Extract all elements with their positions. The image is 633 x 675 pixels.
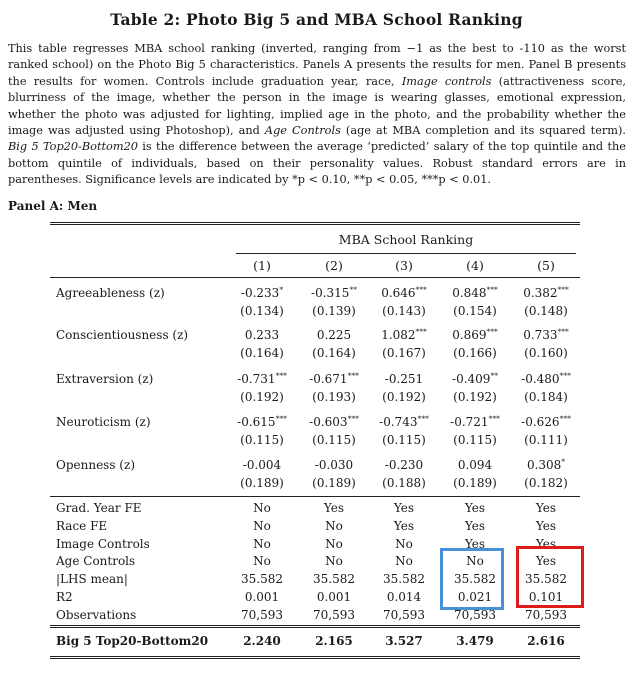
coef-cell xyxy=(510,286,582,300)
standard-error-cell: (0.115) xyxy=(312,433,356,447)
significance-stars: ** xyxy=(349,285,357,294)
summary-top-rule xyxy=(50,625,580,626)
summary-top-rule-2 xyxy=(50,627,580,628)
controls-top-rule xyxy=(50,496,580,497)
control-value: Yes xyxy=(535,501,557,515)
row-label-openness: Openness (z) xyxy=(56,458,135,472)
standard-error-cell: (0.167) xyxy=(382,346,426,360)
significance-stars: *** xyxy=(559,414,571,423)
significance-stars: *** xyxy=(488,414,500,423)
control-value: 0.001 xyxy=(244,590,280,604)
control-value: No xyxy=(253,518,271,533)
standard-error-cell: (0.192) xyxy=(240,390,284,404)
summary-label: Big 5 Top20-Bottom20 xyxy=(56,634,209,648)
coef-value: -0.004 xyxy=(242,458,282,472)
header-bottom-rule xyxy=(50,277,580,278)
column-header-2: (2) xyxy=(325,258,343,273)
significance-stars: * xyxy=(561,457,566,466)
standard-error-cell: (0.192) xyxy=(453,390,497,404)
significance-stars: *** xyxy=(415,285,427,294)
control-label: Observations xyxy=(56,607,137,622)
coef-cell xyxy=(368,286,440,300)
control-label: Grad. Year FE xyxy=(56,501,142,515)
standard-error-cell: (0.143) xyxy=(382,304,426,318)
row-label-conscientiousness: Conscientiousness (z) xyxy=(56,328,189,342)
row-label-extraversion: Extraversion (z) xyxy=(56,372,154,386)
standard-error-cell: (0.160) xyxy=(524,346,568,360)
coef-value: 1.082 xyxy=(381,328,416,342)
coef-value: -0.230 xyxy=(384,458,424,472)
control-value: 70,593 xyxy=(454,607,496,622)
control-value: No xyxy=(325,536,343,551)
control-value: 0.101 xyxy=(528,590,564,604)
significance-stars: *** xyxy=(275,414,287,423)
table-top-rule xyxy=(50,222,580,223)
column-header-4: (4) xyxy=(466,258,484,273)
coef-cell xyxy=(226,372,298,386)
standard-error-cell: (0.192) xyxy=(382,390,426,404)
coef-value: -0.233 xyxy=(240,286,280,300)
coef-value: -0.315 xyxy=(311,286,350,300)
significance-stars: *** xyxy=(486,327,498,336)
control-value: 70,593 xyxy=(383,607,425,622)
significance-stars: *** xyxy=(347,371,359,380)
significance-stars: *** xyxy=(417,414,429,423)
standard-error-cell: (0.164) xyxy=(240,346,284,360)
significance-stars: *** xyxy=(347,414,359,423)
standard-error-cell: (0.189) xyxy=(312,476,356,490)
control-value: No xyxy=(325,554,343,569)
control-value: Yes xyxy=(464,501,486,515)
standard-error-cell: (0.148) xyxy=(524,304,568,318)
standard-error-cell: (0.115) xyxy=(453,433,497,447)
coef-value: 0.733 xyxy=(523,328,558,342)
control-label: Age Controls xyxy=(56,554,136,569)
control-label: Race FE xyxy=(56,518,108,533)
coef-value: 0.848 xyxy=(452,286,487,300)
control-value: No xyxy=(253,501,271,515)
coef-cell xyxy=(439,458,511,472)
control-value: 35.582 xyxy=(454,572,496,587)
coef-cell xyxy=(226,286,298,300)
coef-value: 0.869 xyxy=(452,328,487,342)
coef-value: 0.308 xyxy=(526,458,562,472)
significance-stars: *** xyxy=(557,327,569,336)
control-value: No xyxy=(466,554,484,569)
coef-cell xyxy=(368,458,440,472)
control-value: Yes xyxy=(393,518,415,533)
control-value: Yes xyxy=(535,518,557,533)
coef-cell xyxy=(298,458,370,472)
control-value: No xyxy=(253,554,271,569)
dependent-variable-header: MBA School Ranking xyxy=(338,232,474,247)
control-value: Yes xyxy=(464,536,486,551)
significance-stars: ** xyxy=(490,371,498,380)
coef-cell xyxy=(298,415,370,429)
coef-value: 0.382 xyxy=(523,286,558,300)
coef-cell xyxy=(368,328,440,342)
control-value: 70,593 xyxy=(525,607,567,622)
standard-error-cell: (0.189) xyxy=(240,476,284,490)
control-value: 70,593 xyxy=(313,607,355,622)
significance-stars: *** xyxy=(415,327,427,336)
control-value: Yes xyxy=(393,501,415,515)
control-value: 35.582 xyxy=(525,572,567,587)
control-value: No xyxy=(395,536,413,551)
summary-value: 3.479 xyxy=(456,634,494,648)
coef-value: -0.731 xyxy=(237,372,276,386)
control-label: Image Controls xyxy=(56,536,150,551)
panel-label: Panel A: Men xyxy=(8,199,98,213)
highlight-box-blue xyxy=(440,548,504,610)
control-value: 70,593 xyxy=(241,607,283,622)
control-value: 0.001 xyxy=(316,590,352,604)
standard-error-cell: (0.164) xyxy=(312,346,356,360)
coef-value: -0.721 xyxy=(450,415,489,429)
control-value: Yes xyxy=(464,518,486,533)
standard-error-cell: (0.115) xyxy=(382,433,426,447)
coef-cell xyxy=(439,372,511,386)
table-bottom-rule-2 xyxy=(50,658,580,659)
control-value: 35.582 xyxy=(313,572,355,587)
coef-cell xyxy=(510,372,582,386)
coef-value: 0.233 xyxy=(244,328,280,342)
standard-error-cell: (0.188) xyxy=(382,476,426,490)
column-header-3: (3) xyxy=(395,258,413,273)
control-value: Yes xyxy=(323,501,345,515)
coef-cell xyxy=(439,415,511,429)
column-header-1: (1) xyxy=(253,258,271,273)
coef-value: -0.603 xyxy=(309,415,348,429)
standard-error-cell: (0.139) xyxy=(312,304,356,318)
coef-value: -0.615 xyxy=(237,415,276,429)
control-label: R2 xyxy=(56,590,73,604)
summary-value: 3.527 xyxy=(385,634,423,648)
coef-cell xyxy=(298,372,370,386)
column-header-5: (5) xyxy=(537,258,555,273)
header-underline xyxy=(236,253,576,254)
significance-stars: *** xyxy=(559,371,571,380)
coef-value: 0.094 xyxy=(457,458,493,472)
standard-error-cell: (0.111) xyxy=(524,433,568,447)
highlight-box-red xyxy=(516,546,584,608)
standard-error-cell: (0.193) xyxy=(312,390,356,404)
coef-cell xyxy=(510,328,582,342)
coef-value: -0.480 xyxy=(521,372,560,386)
control-value: No xyxy=(253,536,271,551)
coef-cell xyxy=(368,415,440,429)
standard-error-cell: (0.184) xyxy=(524,390,568,404)
coef-cell xyxy=(298,286,370,300)
control-value: 35.582 xyxy=(241,572,283,587)
row-label-agreeableness: Agreeableness (z) xyxy=(56,286,165,300)
control-value: Yes xyxy=(535,554,557,569)
coef-cell xyxy=(439,286,511,300)
coef-value: -0.251 xyxy=(384,372,424,386)
table-bottom-rule xyxy=(50,656,580,657)
coef-cell xyxy=(298,328,370,342)
significance-stars: *** xyxy=(275,371,287,380)
coef-value: -0.671 xyxy=(309,372,348,386)
significance-stars: *** xyxy=(486,285,498,294)
coef-value: -0.030 xyxy=(314,458,354,472)
coef-value: 0.225 xyxy=(316,328,352,342)
standard-error-cell: (0.154) xyxy=(453,304,497,318)
standard-error-cell: (0.166) xyxy=(453,346,497,360)
standard-error-cell: (0.115) xyxy=(240,433,284,447)
coef-cell xyxy=(368,372,440,386)
row-label-neuroticism: Neuroticism (z) xyxy=(56,415,151,429)
control-value: 0.021 xyxy=(457,590,493,604)
control-value: 0.014 xyxy=(386,590,422,604)
standard-error-cell: (0.189) xyxy=(453,476,497,490)
significance-stars: * xyxy=(279,285,284,294)
standard-error-cell: (0.182) xyxy=(524,476,568,490)
coef-cell xyxy=(226,328,298,342)
control-value: Yes xyxy=(535,536,557,551)
coef-value: -0.626 xyxy=(521,415,560,429)
coef-cell xyxy=(510,458,582,472)
coef-cell xyxy=(226,458,298,472)
control-value: No xyxy=(395,554,413,569)
coef-cell xyxy=(226,415,298,429)
summary-value: 2.616 xyxy=(527,634,565,648)
coef-cell xyxy=(510,415,582,429)
summary-value: 2.165 xyxy=(315,634,353,648)
table-title: Table 2: Photo Big 5 and MBA School Ranking xyxy=(110,10,523,29)
coef-value: 0.646 xyxy=(381,286,416,300)
control-value: No xyxy=(325,518,343,533)
summary-value: 2.240 xyxy=(243,634,281,648)
table-caption: This table regresses MBA school ranking (inverted, ranging from −1 as the best to -110 as the worst ranked school) on the Photo Big 5 characteristics. Panels A presents the results for men. Panel B presents the results for women. Controls include graduation year, race, Image controls (attractiveness score, blurriness of the image, whether the person in the image is wearing glasses, emotional expression, whether the photo was adjusted for lighting, implied age in the photo, and the probability whether the image was adjusted using Photoshop), and Age Controls (age at MBA completion and its squared term). Big 5 Top20-Bottom20 is the difference between the average ‘predicted’ salary of the top quintile and the bottom quintile of individuals, based on their personality values. Robust standard errors are in parentheses. Significance levels are indicated by *p < 0.10, **p < 0.05, ***p < 0.01. xyxy=(8,42,626,187)
standard-error-cell: (0.134) xyxy=(240,304,284,318)
coef-value: -0.743 xyxy=(379,415,418,429)
coef-value: -0.409 xyxy=(452,372,491,386)
control-value: 35.582 xyxy=(383,572,425,587)
control-label: |LHS mean| xyxy=(56,572,128,587)
significance-stars: *** xyxy=(557,285,569,294)
coef-cell xyxy=(439,328,511,342)
table-top-rule-2 xyxy=(50,224,580,225)
